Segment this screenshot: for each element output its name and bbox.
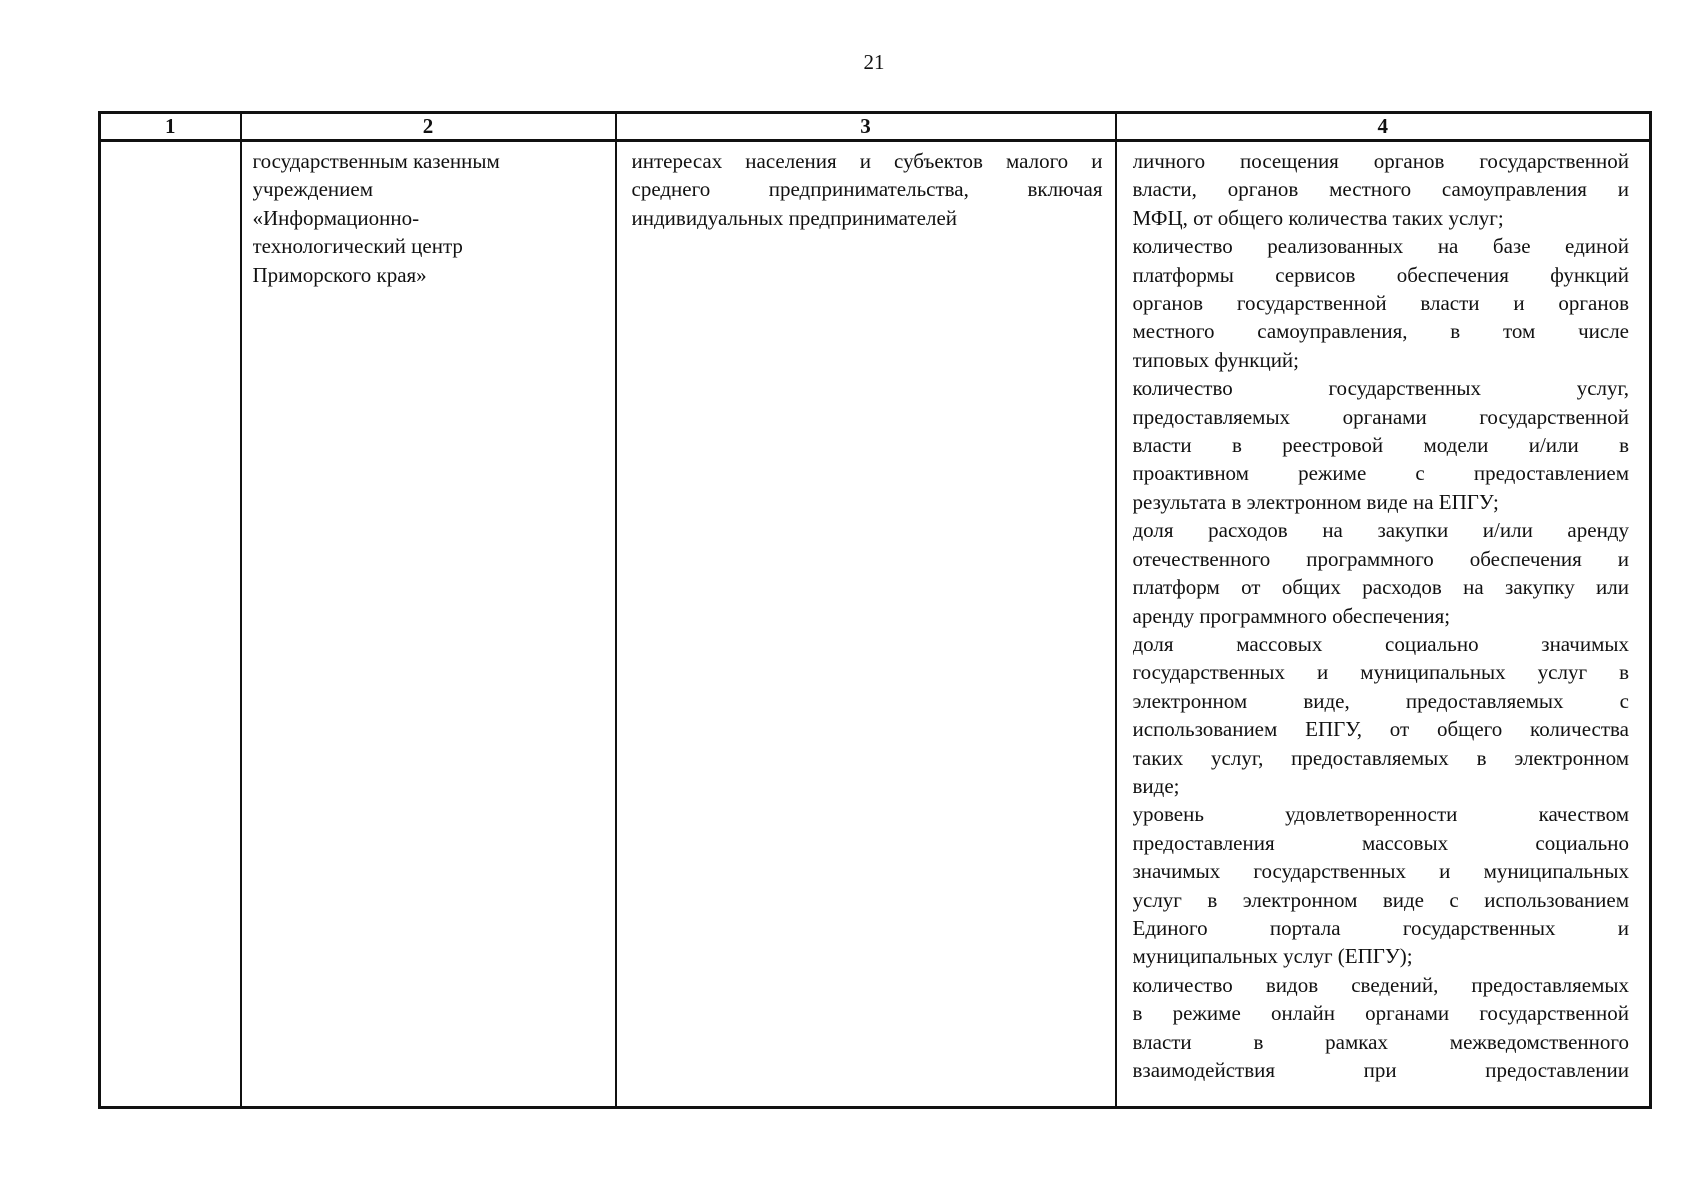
cell-line: Единого портала государственных и (1132, 915, 1629, 940)
table-header-row (100, 113, 1651, 141)
cell-line: доля расходов на закупки и/или аренду (1132, 518, 1629, 543)
cell-line: виде; (1132, 773, 1180, 798)
cell-line: технологический центр (252, 234, 463, 259)
cell-line: власти, органов местного самоуправления и (1132, 177, 1629, 202)
cell-line: в режиме онлайн органами государственной (1132, 1001, 1629, 1026)
cell-line: результата в электронном виде на ЕПГУ; (1132, 489, 1499, 514)
cell-column-1 (100, 141, 241, 1108)
cell-line: Приморского края» (252, 262, 427, 287)
cell-line: типовых функций; (1132, 347, 1300, 372)
cell-line: количество государственных услуг, (1132, 376, 1629, 401)
cell-line: органов государственной власти и органов (1132, 291, 1629, 316)
cell-line: значимых государственных и муниципальных (1132, 859, 1629, 884)
cell-line: платформы сервисов обеспечения функций (1132, 262, 1629, 287)
cell-column-4 (1116, 141, 1651, 1108)
page-number: 21 (863, 50, 885, 74)
document-table-container (98, 111, 1651, 1109)
cell-line: муниципальных услуг (ЕПГУ); (1132, 944, 1413, 969)
cell-column-2-text (253, 147, 605, 289)
cell-line: «Информационно- (252, 205, 420, 230)
cell-line: уровень удовлетворенности качеством (1132, 802, 1629, 827)
cell-line: МФЦ, от общего количества таких услуг; (1132, 205, 1504, 230)
cell-line: государственных и муниципальных услуг в (1132, 660, 1629, 685)
cell-line: среднего предпринимательства, включая (631, 177, 1103, 202)
cell-line: платформ от общих расходов на закупку или (1132, 575, 1629, 600)
column-header-1: 1 (100, 113, 241, 141)
cell-column-3-text (632, 147, 1103, 232)
cell-column-3 (616, 141, 1116, 1108)
column-header-3: 3 (616, 113, 1116, 141)
cell-line: количество реализованных на базе единой (1132, 234, 1629, 259)
column-header-2: 2 (241, 113, 616, 141)
cell-line: количество видов сведений, предоставляемых (1132, 972, 1629, 997)
cell-line: аренду программного обеспечения; (1132, 603, 1451, 628)
cell-line: государственным казенным (252, 149, 500, 173)
cell-line: власти в реестровой модели и/или в (1132, 433, 1629, 458)
cell-line: услуг в электронном виде с использованием (1132, 887, 1629, 912)
table-row (100, 141, 1651, 1108)
cell-line: таких услуг, предоставляемых в электронном (1132, 745, 1629, 770)
cell-column-2 (241, 141, 616, 1108)
cell-line: доля массовых социально значимых (1132, 631, 1629, 656)
document-table (98, 111, 1652, 1109)
cell-line: взаимодействия при предоставлении (1132, 1058, 1629, 1082)
cell-line: власти в рамках межведомственного (1132, 1029, 1629, 1054)
cell-line: интересах населения и субъектов малого и (631, 149, 1103, 173)
cell-line: проактивном режиме с предоставлением (1132, 461, 1629, 486)
cell-line: местного самоуправления, в том числе (1132, 319, 1629, 344)
cell-line: отечественного программного обеспечения и (1132, 546, 1629, 571)
cell-line: предоставляемых органами государственной (1132, 404, 1629, 429)
cell-line: использованием ЕПГУ, от общего количества (1132, 717, 1629, 742)
cell-line: электронном виде, предоставляемых с (1132, 688, 1629, 713)
column-header-4: 4 (1116, 113, 1651, 141)
cell-column-4-text (1133, 147, 1630, 1084)
cell-line: предоставления массовых социально (1132, 830, 1629, 855)
cell-line: учреждением (252, 177, 373, 202)
cell-line: личного посещения органов государственной (1132, 149, 1629, 173)
cell-line: индивидуальных предпринимателей (631, 205, 957, 230)
